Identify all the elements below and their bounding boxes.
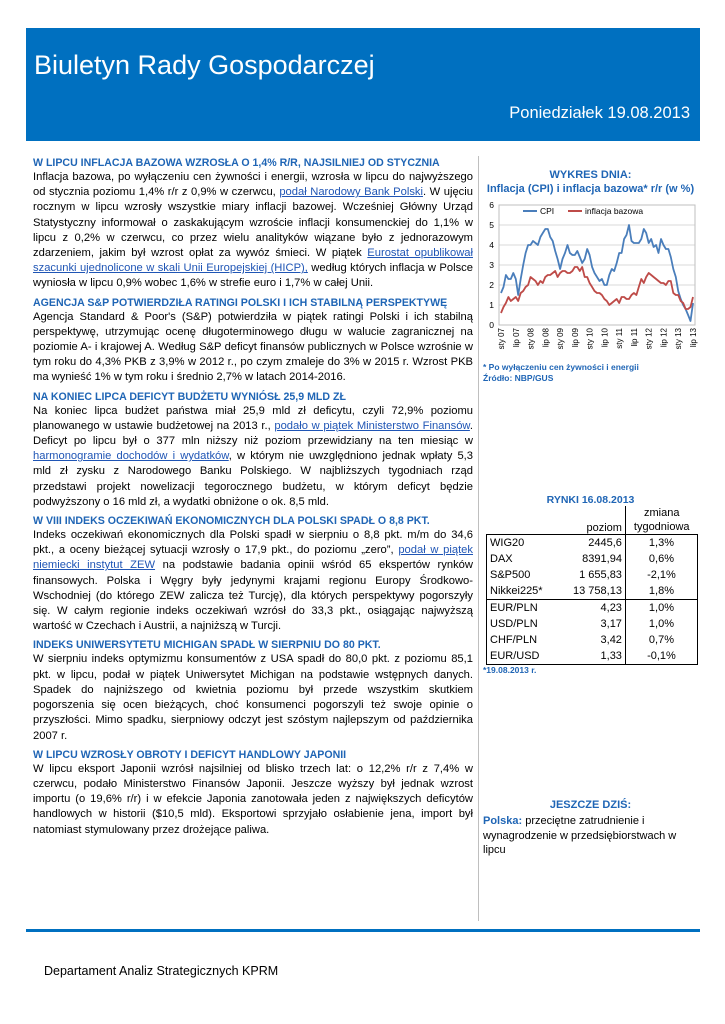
y-tick-label: 2 (489, 280, 494, 290)
markets-row (487, 632, 698, 648)
y-tick-label: 5 (489, 220, 494, 230)
markets-level: 3,17 (558, 616, 626, 632)
x-tick-label: sty 08 (526, 328, 536, 350)
chart-note: * Po wyłączeniu cen żywności i energii (483, 362, 639, 372)
x-tick-label: sty 11 (615, 328, 625, 349)
source-link[interactable]: Eurostat opublikował szacunki ujednolicone w skali Unii Europejskiej (HICP), (33, 247, 473, 275)
chart-source: Źródło: NBP/GUS (483, 373, 554, 383)
markets-row (487, 567, 698, 583)
markets-row (487, 648, 698, 665)
news-body (33, 170, 473, 292)
markets-name: Nikkei225* (487, 583, 558, 600)
body-text: . W ujęciu rocznym w lipcu wzrosły wszystkie miary inflacji bazowej. Wcześniej Główny Urząd Statystyczny informował o zaskakującym wzroście inflacji konsumenckiej do 1,1% w lipcu z 0,2% w czerwcu, co przez wielu analityków wiązane było z jednorazowym zdarzeniem, jakim był wzrost opłat za wywóz śmieci. W piątek (33, 186, 473, 260)
news-section (33, 748, 473, 838)
news-section (33, 514, 473, 634)
body-text: W sierpniu indeks optymizmu konsumentów z USA spadł do 80,0 pkt. z poziomu 85,1 pkt. w lipcu, podał w piątek Uniwersytet Michigan na podstawie wstępnych danych. Spadek do najniższego od kwietnia poziomu był przede wszystkim skutkiem pogorszenia się ocen bieżących, choć konsumenci pogorszyli też swoje opinie o przyszłości. Mimo spadku, sierpniowy odczyt jest szóstym najlepszym od października 2007 r. (33, 653, 473, 742)
inflation-chart (483, 197, 698, 362)
markets-col-change (625, 506, 697, 535)
body-text: Indeks oczekiwań ekonomicznych dla Polski spadł w sierpniu o 8,8 pkt. m/m do 34,6 pkt., a oceny bieżącej sytuacji wzrosły o 17,9 pkt., do poziomu „zero”, (33, 529, 473, 557)
x-tick-label: lip 07 (511, 328, 521, 348)
news-heading: W LIPCU WZROSŁY OBROTY I DEFICYT HANDLOWY JAPONII (33, 748, 347, 761)
sidebar (483, 156, 698, 858)
markets-row (487, 600, 698, 617)
body-text: , w którym nie uwzględniono jednak wpłaty 5,3 mld zł zysku z Narodowego Banku Polskiego. W najbliższych tygodniach rząd przedstawi projekt nowelizacji tegorocznego budżetu, w którym deficyt będzie podwyższony o 16 mld zł, a wydatki obniżone o ok. 8,5 mld. (33, 450, 474, 508)
today-item (483, 814, 698, 858)
news-body (33, 404, 473, 510)
markets-level: 8391,94 (558, 551, 626, 567)
news-heading: AGENCJA S&P POTWIERDZIŁA RATINGI POLSKI I ICH STABILNĄ PERSPEKTYWĘ (33, 296, 448, 309)
legend-label: CPI (540, 206, 555, 216)
y-tick-label: 3 (489, 260, 494, 270)
markets-name: WIG20 (487, 535, 558, 552)
markets-level: 1,33 (558, 648, 626, 665)
markets-change: 1,0% (625, 600, 697, 617)
x-tick-label: lip 11 (629, 328, 639, 347)
body-text: Inflacja bazowa, po wyłączeniu cen żywności i energii, wzrosła w lipcu do najwyższego od stycznia poziomu 1,4% r/r z 0,9% w czerwcu, (33, 171, 473, 199)
news-heading: INDEKS UNIWERSYTETU MICHIGAN SPADŁ W SIERPNIU DO 80 PKT. (33, 639, 381, 652)
y-tick-label: 6 (489, 200, 494, 210)
markets-level: 1 655,83 (558, 567, 626, 583)
markets-name: EUR/PLN (487, 600, 558, 617)
body-text: na podstawie badania opinii wśród 65 ekspertów rynków finansowych. Polska i Węgry były jedynymi krajami regionu Europy Środkowo-Wschodniej (do którego ZEW zalicza też Turcję), dla których perspektywy pogorszyły się. W całym regionie indeks oczekiwań wzrósł do 33,3 pkt., osiągając najwyższą wartość w Czechach i Austrii, a najniższą w Turcji. (33, 559, 473, 633)
markets-row (487, 535, 698, 552)
bulletin-date: Poniedziałek 19.08.2013 (509, 104, 690, 122)
footer-text: Departament Analiz Strategicznych KPRM (44, 964, 279, 978)
x-tick-label: sty 13 (674, 328, 684, 350)
news-heading: W LIPCU INFLACJA BAZOWA WZROSŁA O 1,4% R/R, NAJSILNIEJ OD STYCZNIA (33, 157, 440, 169)
chart-subheading: Inflacja (CPI) i inflacja bazowa* r/r (w %) (486, 183, 695, 195)
footer-rule (26, 929, 700, 932)
x-tick-label: lip 10 (600, 328, 610, 348)
source-link[interactable]: harmonogramie dochodów i wydatków (33, 450, 229, 463)
markets-level: 2445,6 (558, 535, 626, 552)
markets-change: 0,6% (625, 551, 697, 567)
news-section (33, 156, 473, 292)
x-tick-label: lip 12 (659, 328, 669, 348)
markets-col-change-line2: tygodniowa (633, 521, 690, 533)
markets-row (487, 551, 698, 567)
markets-row (487, 583, 698, 600)
body-text: według których inflacja w Polsce wyniosła w lipcu 0,9% wobec 1,6% w strefie euro i 1,7% w całej Unii. (33, 262, 473, 290)
news-body (33, 310, 473, 386)
body-text: . Deficyt po lipcu był o 377 mln niższy niż poziom przewidziany na ten miesiąc w (33, 419, 474, 448)
x-tick-label: sty 10 (585, 328, 595, 350)
markets-name: CHF/PLN (487, 632, 558, 648)
markets-change: 0,7% (625, 632, 697, 648)
markets-level: 4,23 (558, 600, 626, 617)
body-text: Agencja Standard & Poor's (S&P) potwierdziła w piątek ratingi Polski i ich stabilną perspektywę, utrzymując ocenę długoterminowego długu w walucie zagranicznej na poziomie A- i krajowej A. Według S&P deficyt finansów publicznych w Polsce wzrośnie w tym roku do 4,3% PKB z 3,9% w 2012 r., po czym zmaleje do 3% w 2015 r. Wzrost PKB ma wynieść 1% w tym roku i średnio 2,7% w latach 2014-2016. (33, 310, 473, 384)
markets-row (487, 616, 698, 632)
markets-level: 13 758,13 (558, 583, 626, 600)
header-banner (26, 28, 700, 141)
body-text: Na koniec lipca budżet państwa miał 25,9 mld zł deficytu, czyli 72,9% poziomu planowanego w ustawie budżetowej na 2013 r., (33, 404, 473, 432)
source-link[interactable]: podał w piątek niemiecki instytut ZEW (33, 544, 473, 572)
x-tick-label: sty 09 (556, 328, 566, 350)
series-line-0 (501, 225, 693, 321)
markets-name: EUR/USD (487, 648, 558, 665)
source-link[interactable]: podał Narodowy Bank Polski (279, 186, 424, 199)
news-body (33, 652, 473, 743)
markets-change: 1,8% (625, 583, 697, 600)
source-link[interactable]: podało w piątek Ministerstwo Finansów (274, 419, 470, 432)
today-text: przeciętne zatrudnienie i wynagrodzenie w przedsiębiorstwach w lipcu (483, 815, 677, 856)
news-column (33, 156, 473, 842)
legend-label: inflacja bazowa (585, 206, 644, 216)
x-tick-label: lip 09 (570, 328, 580, 348)
chart-heading: WYKRES DNIA: (549, 169, 632, 181)
markets-table (486, 506, 698, 665)
markets-name: DAX (487, 551, 558, 567)
markets-change: 1,3% (625, 535, 697, 552)
markets-col-level: poziom (558, 506, 626, 535)
markets-col-change-line1: zmiana (643, 507, 680, 519)
x-tick-label: sty 12 (644, 328, 654, 350)
column-divider (478, 156, 479, 921)
markets-change: -0,1% (625, 648, 697, 665)
markets-name: USD/PLN (487, 616, 558, 632)
news-heading: W VIII INDEKS OCZEKIWAŃ EKONOMICZNYCH DLA POLSKI SPADŁ O 8,8 PKT. (33, 515, 430, 528)
news-body (33, 762, 473, 838)
y-tick-label: 4 (489, 240, 494, 250)
today-country: Polska: (483, 815, 523, 827)
markets-title: RYNKI 16.08.2013 (546, 494, 635, 506)
series-line-1 (501, 267, 693, 313)
markets-change: -2,1% (625, 567, 697, 583)
news-section (33, 296, 473, 386)
news-heading: NA KONIEC LIPCA DEFICYT BUDŻETU WYNIÓSŁ 25,9 MLD ZŁ (33, 390, 346, 403)
markets-name: S&P500 (487, 567, 558, 583)
markets-change: 1,0% (625, 616, 697, 632)
news-section (33, 390, 473, 510)
x-tick-label: lip 13 (689, 328, 698, 348)
news-body (33, 528, 473, 634)
y-tick-label: 1 (489, 300, 494, 310)
today-title: JESZCZE DZIŚ: (549, 799, 632, 811)
y-tick-label: 0 (489, 320, 494, 330)
markets-level: 3,42 (558, 632, 626, 648)
news-section (33, 638, 473, 743)
markets-note: *19.08.2013 r. (483, 665, 537, 675)
x-tick-label: sty 07 (497, 328, 506, 350)
x-tick-label: lip 08 (541, 328, 551, 348)
bulletin-title: Biuletyn Rady Gospodarczej (34, 50, 375, 80)
body-text: W lipcu eksport Japonii wzrósł najsilniej od blisko trzech lat: o 12,2% r/r z 7,4% w czerwcu, podało Ministerstwo Finansów Japonii. Jeszcze wyższy był jednak wzrost importu (o 19,6% r/r) i w efekcie Japonia zanotowała jeden z największych deficytów handlowych w historii ($10,5 mld). Eksportowi sprzyjało osłabienie jena, import był natomiast stymulowany przez drożejące paliwa. (33, 762, 473, 836)
